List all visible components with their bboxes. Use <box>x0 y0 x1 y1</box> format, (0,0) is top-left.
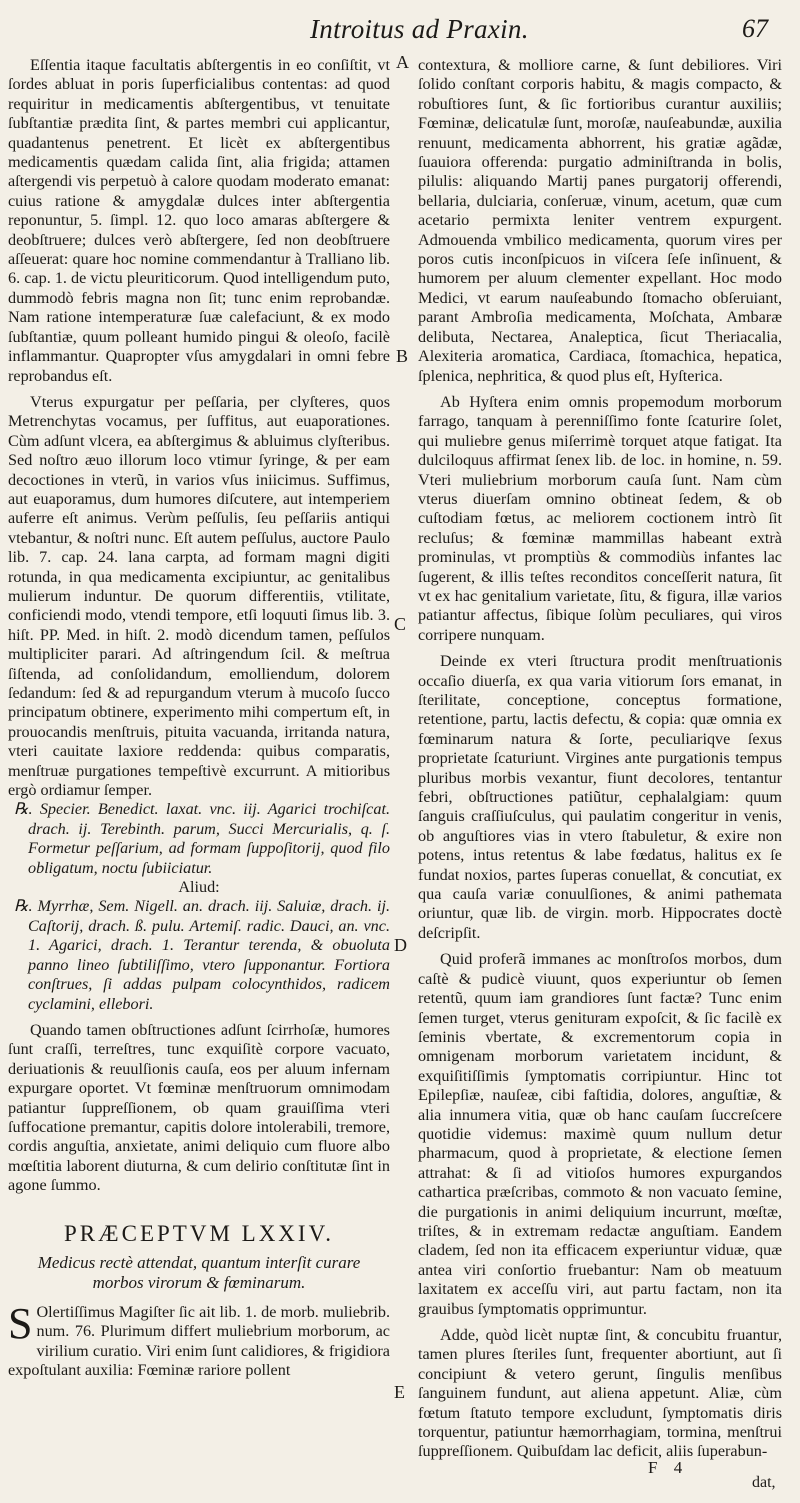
section-heading: PRÆCEPTVM LXXIV. <box>64 1220 334 1246</box>
catchword: dat, <box>752 1474 776 1491</box>
margin-marker-b: B <box>396 346 409 366</box>
aliud-label: Aliud: <box>178 878 220 897</box>
signature-mark: F 4 <box>648 1458 689 1477</box>
right-column <box>418 56 782 1462</box>
right-paragraph-2: Ab Hyſtera enim omnis propemodum morborum farrago, tanquam à perenniſſimo fonte ſcaturire ſolet, qui muliebre genus miſerrimè torquet atque fatigat. Ita dulciloquus affirmat ſenex lib. de loc. in homine, n. 59. Vteri muliebrium morborum cauſa ſunt. Nam cùm vterus diuerſam omnino obtineat ſedem, & ob cuſtodiam fœtus, ac meliorem coctionem intrò ſit recluſus; & fœminæ mammillas habeant extrà prominulas, vt promptiùs & commodiùs infantes lac ſugerent, & illis teſtes reconditos conceſſerit natura, ſit vt ex hac genitalium varietate, ſitu, & figura, illæ varios patiantur affectus, ſibique ſolùm peculiares, qui viros corripere nunquam. <box>418 392 782 644</box>
left-paragraph-3: Quando tamen obſtructiones adſunt ſcirrhoſæ, humores ſunt craſſi, terreſtres, tunc exquiſitè corpore vacuato, deriuationis & reuulſionis cauſa, eos per aluum infernam expurgare oportet. Vt fœminæ menſtruorum omnimodam patiantur ſuppreſſionem, ob quam grauiſſima vteri ſuffocatione premantur, capitis dolore intolerabili, tremore, cordis anguſtia, anxietate, animi deliquio cum fluore albo mœſtitia laborent diuturna, & cum delirio conſtitutæ ſint in agone ſummo. <box>8 1020 390 1195</box>
page-number: 67 <box>742 14 768 43</box>
recipe-2: ℞. Myrrhæ, Sem. Nigell. an. drach. iij. Saluiæ, drach. ij. Caſtorij, drach. ß. pulu. Artemiſ. radic. Dauci, an. vnc. 1. Agarici, drach. 1. Terantur terenda, & obuoluta panno lineo ſubtiliſſimo, vtero ſupponantur. Fortiora conſtrues, ſi addas pulpam colocynthidos, radicem cyclamini, ellebori. <box>14 897 390 1013</box>
running-head: Introitus ad Praxin. <box>310 14 529 44</box>
recipe-1: ℞. Specier. Benedict. laxat. vnc. iij. Agarici trochiſcat. drach. ij. Terebinth. parum, Succi Mercurialis, q. ſ. Formetur peſſarium, ad formam ſuppoſitorij, quod filo obligatum, noctu ſubiiciatur. <box>14 800 390 877</box>
opening-paragraph-text: Olertiſſimus Magiſter ſic ait lib. 1. de morb. muliebrib. num. 76. Plurimum differt muliebrium morborum, ac virilium curatio. Viri enim ſunt calidiores, & frigidiora expoſtulant auxilia: Fœminæ rariore pollent <box>8 1302 390 1380</box>
section-summary: Medicus rectè attendat, quantum interſit curare morbos virorum & fœminarum. <box>37 1252 361 1292</box>
right-paragraph-3: Deinde ex vteri ſtructura prodit menſtruationis occaſio diuerſa, ex qua varia vitiorum ſors emanat, in ſterilitate, conceptione, conceptus formatione, retentione, partu, lactis defectu, & copia: quæ omnia ex fœminarum natura & ſorte, peculiariqve ſexus proprietate ſcaturiunt. Virgines ante purgationis tempus pluribus morbis vexantur, fiunt decolores, tentantur febri, obſtructiones patiũtur, cephalalgiam: quum ſanguis craſſiuſculus, qui paulatim congeritur in venis, ob anguſtiores vias in vtero ſtabuletur, & exire non potens, intus retentus & labe fœdatus, halitus ex ſe fundat noxios, partes ſuperas conuellat, & concutiat, ex qua cauſa variæ conuulſiones, & animi pathemata oriuntur, quæ lib. de virgin. morb. Hippocrates doctè deſcripſit. <box>418 652 782 942</box>
margin-marker-a: A <box>396 52 409 72</box>
right-paragraph-5: Adde, quòd licèt nuptæ ſint, & concubitu fruantur, tamen plures ſteriles ſunt, frequenter abortiunt, aut ſi concipiunt & vetero gerunt, ſingulis menſibus ſanguinem fundunt, aut aliena appetunt. Aliæ, cùm fœtum ſtatuto tempore excludunt, ſymptomatis diris torquentur, patiuntur hæmorrhagiam, tormina, menſtrui ſuppreſſionem. Quibuſdam lac deficit, aliis ſuperabun- <box>418 1326 782 1461</box>
opening-paragraph <box>8 1298 390 1381</box>
margin-marker-d: D <box>394 935 407 955</box>
right-paragraph-4: Quid proferã immanes ac monſtroſos morbos, dum caſtè & pudicè viuunt, quos experiuntur ob ſemen retentũ, quum iam grandiores ſunt factæ? Tunc enim ſemen turget, vterus genituram expoſcit, & ſic facilè ex ſeminis vbertate, & excrementorum copia in omnigenam morborum varietatem incidunt, & exquiſitiſſimis ſymptomatis corripiuntur. Hinc tot Epilepſiæ, nauſeæ, cibi faſtidia, dolores, anguſtiæ, & alia innumera vitia, quæ ob hanc cauſam ſuccreſcere quotidie videmus: maximè quum nullum detur pharmacum, quod à proprietate, & electione ſemen attrahat: & ſi ad vitioſos humores expurgandos cathartica præſcribas, commoto & non vacuato ſemine, die purgationis in animi deliquium incurrunt, mœſtæ, triſtes, & in extremam redactæ anguſtiam. Eandem cladem, ſed non ita efficacem experiuntur viduæ, quæ antea viri conſortio fruebantur: Nam ob meatuum laxitatem ex acceſſu viri, aut partu factam, non ita grauibus ſymptomatis opprimuntur. <box>418 950 782 1318</box>
left-column <box>8 56 390 1381</box>
margin-marker-e: E <box>394 1382 405 1402</box>
left-paragraph-1: Eſſentia itaque facultatis abſtergentis in eo conſiſtit, vt ſordes abluat in poris ſuperficialibus contentas: ad quod requiritur in medicamentis abſtergentibus, vt tenuitate ſubſtantiæ prædita ſint, & partes membri cui applicantur, quadantenus penetrent. Et licèt ex abſtergentibus medicamentis quædam calida ſint, alia frigida; attamen aſtergendi vis perpetuò à calore quodam moderato emanat: cuius ratione & amygdalæ dulces inter abſtergentia reponuntur, 5. ſimpl. 12. quo loco amaras abſtergere & deobſtruere; dulces verò abſtergere, ſed non deobſtruere aſſeuerat: quare hoc nomine commendantur à Tralliano lib. 6. cap. 1. de victu pleuriticorum. Quod intelligendum puto, dummodò febris magna non ſit; tunc enim reprobandæ. Nam ratione intemperaturæ ſuæ calefaciunt, & ex modo ſubſtantiæ, quum polleant humido pingui & oleoſo, facilè inflammantur. Quapropter vſus amygdalari in omni febre reprobandus eſt. <box>8 56 390 385</box>
drop-cap: S <box>8 1298 33 1348</box>
margin-marker-c: C <box>394 614 407 634</box>
left-paragraph-2: Vterus expurgatur per peſſaria, per clyſteres, quos Metrenchytas vocamus, per ſuffitus, aut euaporationes. Cùm adſunt vlcera, ea abſtergimus & abluimus clyſteribus. Sed noſtro æuo illorum loco vtimur ſyringe, & per eam decoctiones in vterũ, in varios vſus iniicimus. Suffimus, aut euaporamus, dum humores diſcutere, aut intemperiem auferre eſt animus. Verùm peſſulis, ſeu peſſariis antiqui vtebantur, & noſtri nunc. Eſt autem peſſulus, auctore Paulo lib. 7. cap. 24. lana carpta, ad formam magni digiti rotunda, in qua medicamenta excipiuntur, ac genitalibus mulierum induntur. De quorum differentiis, vtilitate, conficiendi modo, vtendi tempore, etſi loquuti ſimus lib. 3. hiſt. PP. Med. in hiſt. 2. modò dicendum tamen, peſſulos multipliciter parari. Ad aſtringendum ſcil. & meſtrua ſiſtenda, ad conſolidandum, emolliendum, dolorem ſedandum: ſed & ad repurgandum vterum à mucoſo ſucco principatum obtinere, experimento mihi compertum eſt, in prouocandis menſtruis, pituita vacuanda, irritanda natura, vteri cauitate laxiore reddenda: quibus comparatis, menſtruæ purgationes tempeſtivè excurrunt. A mitioribus ergò ordiamur ſemper. <box>8 392 390 800</box>
right-paragraph-1: contextura, & molliore carne, & ſunt debiliores. Viri ſolido conſtant corporis habitu, & magis compacto, & robuſtiores ſunt, & ſic fortioribus curantur auxiliis; Fœminæ, delicatulæ ſunt, moroſæ, nauſeabundæ, auxilia renuunt, medicamenta abhorrent, his gratiæ agãdæ, ſuauiora offerenda: purgatio adminiſtranda in bolis, pilulis: aliquando Martij panes purgatorij offerendi, bellaria, dulciaria, conſeruæ, vinum, acetum, quæ cum acetario permixta leniter ventrem expurgent. Admouenda vmbilico medicamenta, quorum vires per poros cutis inconſpicuos in viſcera ſeſe inſinuent, & humorem per aluum clementer expellant. Hoc modo Medici, vt earum nauſeabundo ſtomacho obſeruiant, parant Ambroſia medicamenta, Moſchata, Ambaræ delibuta, Nectarea, Analeptica, ſicut Theriacalia, Alexiteria aromatica, Cardiaca, ſtomachica, hepatica, ſplenica, nephritica, & quod plus eſt, Hyſterica. <box>418 56 782 385</box>
